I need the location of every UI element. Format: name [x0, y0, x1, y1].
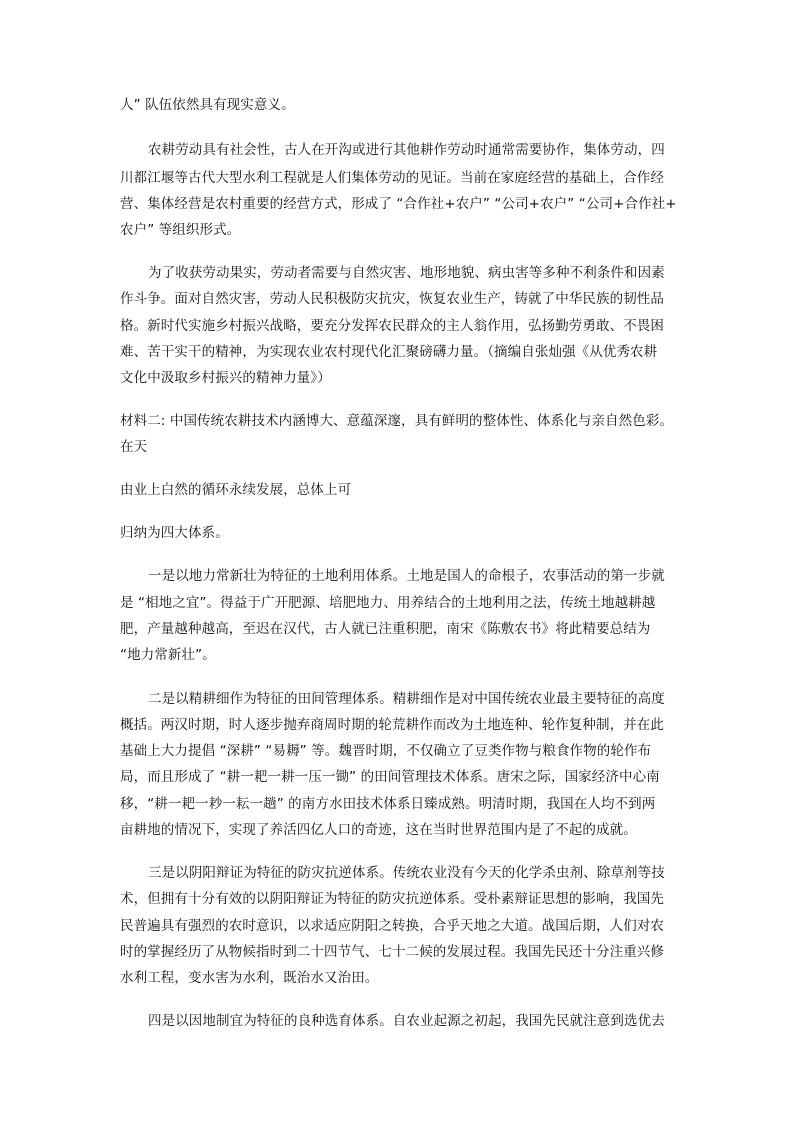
- text-line: 难、苦干实干的精神，为实现农业农村现代化汇聚磅礴力量。（摘编自张灿强《从优秀农耕: [120, 344, 658, 360]
- text-line: 民普遍具有强烈的农时意识，以求适应阴阳之转换，合乎天地之大道。战国后期，人们对农: [120, 918, 664, 934]
- text-line: 文化中汲取乡村振兴的精神力量》）: [120, 370, 331, 386]
- text-line: 一是以地力常新壮为特征的土地利用体系。土地是国人的命根子，农事活动的第一步就: [148, 568, 665, 584]
- text-line: 营、集体经营是农村重要的经营方式，形成了 “合作社+农户” “公司+农户” “公司+合作社+: [120, 196, 677, 212]
- text-line: 三是以阴阳辩证为特征的防灾抗逆体系。传统农业没有今天的化学杀虫剂、除草剂等技: [148, 865, 665, 881]
- text-line: 肥，产量越种越高，至迟在汉代，古人就已注重积肥，南宋《陈敷农书》将此精要总结为: [120, 621, 651, 637]
- text-line: 川都江堰等古代大型水利工程就是人们集体劳动的见证。当前在家庭经营的基础上，合作经: [120, 170, 664, 186]
- text-line: 材料二: 中国传统农耕技术内涵博大、意蕴深邃，具有鲜明的整体性、体系化与亲自然色彩。: [120, 413, 674, 429]
- text-line: 在天: [120, 439, 148, 455]
- text-line: 农户” 等组织形式。: [120, 222, 241, 238]
- text-line: 局，而且形成了 “耕一耙一耕一压一锄” 的田间管理技术体系。唐宋之际，国家经济中心南: [120, 769, 660, 785]
- text-line: 移，“耕一耙一耖一耘一趟” 的南方水田技术体系日臻成熟。明清时期，我国在人均不到两: [120, 796, 656, 812]
- text-line: 水利工程，变水害为水利，既治水又治田。: [120, 970, 379, 986]
- text-line: 是 “相地之宜”。得益于广开肥源、培肥地力、用养结合的土地利用之法，传统土地越耕越: [120, 595, 656, 611]
- text-line: 人” 队伍依然具有现实意义。: [120, 97, 295, 113]
- text-line: 由业上白然的循环永续发展，总体上可: [120, 482, 352, 498]
- text-line: 农耕劳动具有社会性，古人在开沟或进行其他耕作劳动时通常需要协作，集体劳动，四: [148, 142, 665, 158]
- text-line: 作斗争。面对自然灾害，劳动人民积极防灾抗灾，恢复农业生产，铸就了中华民族的韧性品: [120, 291, 664, 307]
- text-line: 四是以因地制宜为特征的良种选育体系。自农业起源之初起，我国先民就注意到选优去: [148, 1013, 665, 1029]
- text-line: 亩耕地的情况下，实现了养活四亿人口的奇迹，这在当时世界范围内是了不起的成就。: [120, 822, 637, 838]
- text-line: “地力常新壮”。: [120, 647, 216, 663]
- text-line: 术，但拥有十分有效的以阴阳辩证为特征的防灾抗逆体系。受朴素辩证思想的影响，我国先: [120, 891, 664, 907]
- text-line: 格。新时代实施乡村振兴战略，要充分发挥农民群众的主人翁作用，弘扬勤劳勇敢、不畏困: [120, 318, 664, 334]
- text-line: 归纳为四大体系。: [120, 525, 229, 541]
- text-line: 时的掌握经历了从物候指时到二十四节气、七十二候的发展过程。我国先民还十分注重兴修: [120, 944, 664, 960]
- text-line: 概括。两汉时期，时人逐步抛弃商周时期的轮荒耕作而改为土地连种、轮作复种制，并在此: [120, 717, 664, 733]
- text-line: 为了收获劳动果实，劳动者需要与自然灾害、地形地貌、病虫害等多种不利条件和因素: [148, 265, 665, 281]
- text-line: 二是以精耕细作为特征的田间管理体系。精耕细作是对中国传统农业最主要特征的高度: [148, 691, 665, 707]
- text-line: 基础上大力提倡 “深耕” “易耨” 等。魏晋时期，不仅确立了豆类作物与粮食作物的轮作布: [120, 743, 652, 759]
